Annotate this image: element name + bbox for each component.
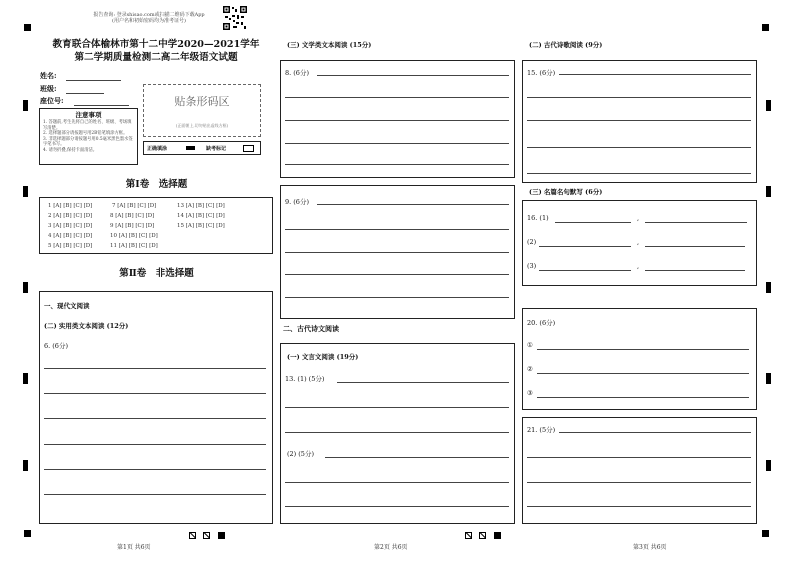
answer-line[interactable]	[285, 120, 509, 121]
page-number: 第1页 共6页	[117, 544, 151, 551]
comma: ,	[637, 238, 640, 246]
notice-item: 3. 非选择题部分请按题号用0.5毫米黑色墨水签字笔书写。	[43, 136, 133, 148]
answer-line[interactable]	[285, 506, 509, 507]
page-number: 第3页 共6页	[633, 544, 667, 551]
answer-line[interactable]	[285, 97, 509, 98]
answer-line[interactable]	[527, 506, 751, 507]
answer-line[interactable]	[527, 147, 751, 148]
answer-line[interactable]	[285, 482, 509, 483]
answer-line[interactable]	[325, 457, 509, 458]
answer-line[interactable]	[537, 373, 749, 374]
answer-line[interactable]	[645, 270, 745, 271]
timing-mark	[766, 186, 771, 197]
timing-mark	[766, 282, 771, 293]
circled-two: ②	[527, 365, 533, 373]
exam-title: 教育联合体榆林市第十二中学2020—2021学年 第二学期质量检测二高二年级语文试题	[52, 39, 260, 63]
choice-row[interactable]: 3 [A] [B] [C] [D]	[48, 223, 93, 229]
corner-mark-tr	[762, 24, 769, 31]
section-heading: (三) 文学类文本阅读 (15分)	[287, 41, 372, 49]
notice-title: 注意事项	[75, 111, 102, 119]
notice-item: 4. 请勿折叠,保持卡面清洁。	[43, 147, 98, 153]
answer-line[interactable]	[559, 432, 751, 433]
answer-line[interactable]	[44, 393, 266, 394]
timing-mark	[766, 460, 771, 471]
page-check-icon	[465, 532, 472, 539]
answer-line[interactable]	[539, 270, 631, 271]
timing-mark	[23, 100, 28, 111]
answer-line[interactable]	[44, 368, 266, 369]
answer-line[interactable]	[645, 246, 745, 247]
answer-line[interactable]	[285, 407, 509, 408]
header-note: 报告查询: 登录shisao.com或扫描二维码下载App (用户名和初始密码均为准考证号)	[93, 12, 205, 24]
choice-row[interactable]: 11 [A] [B] [C] [D]	[110, 243, 158, 249]
section-heading: (二) 古代诗歌阅读 (9分)	[529, 41, 603, 49]
page-check-icon	[203, 532, 210, 539]
q15-box	[522, 60, 757, 183]
qr-code-icon	[222, 5, 248, 31]
choice-row[interactable]: 10 [A] [B] [C] [D]	[110, 233, 158, 239]
name-label: 姓名:	[40, 71, 57, 80]
answer-line[interactable]	[285, 229, 509, 230]
correct-fill-label: 正确填涂	[147, 146, 168, 152]
question-number: 20. (6分)	[527, 319, 556, 327]
answer-line[interactable]	[527, 120, 751, 121]
comma: ,	[637, 214, 640, 222]
corner-mark-tl	[24, 24, 31, 31]
answer-line[interactable]	[555, 222, 631, 223]
choice-row[interactable]: 7 [A] [B] [C] [D]	[112, 203, 157, 209]
answer-line[interactable]	[285, 252, 509, 253]
subsection-heading: (一) 文言文阅读 (19分)	[287, 353, 359, 361]
subsection-heading: (二) 实用类文本阅读 (12分)	[44, 322, 129, 330]
timing-mark	[23, 460, 28, 471]
corner-mark-bl	[24, 530, 31, 537]
answer-line[interactable]	[645, 222, 747, 223]
question-number: 6. (6分)	[44, 342, 68, 350]
answer-line[interactable]	[527, 482, 751, 483]
comma: ,	[637, 262, 640, 270]
choice-row[interactable]: 13 [A] [B] [C] [D]	[177, 203, 225, 209]
answer-line[interactable]	[527, 173, 751, 174]
question-number: (2)	[527, 238, 537, 246]
part2-title: 第Ⅱ卷 非选择题	[119, 268, 194, 279]
answer-line[interactable]	[285, 164, 509, 165]
answer-line[interactable]	[44, 444, 266, 445]
page-check-icon	[189, 532, 196, 539]
barcode-hint: (正面朝上,切勿贴出虚线方框)	[175, 123, 229, 128]
barcode-area	[143, 84, 261, 137]
answer-line[interactable]	[527, 457, 751, 458]
answer-line[interactable]	[337, 382, 509, 383]
seat-field[interactable]	[74, 105, 129, 106]
part1-title: 第Ⅰ卷 选择题	[125, 179, 188, 190]
question-number: 16. (1)	[527, 214, 549, 222]
notice-item: 1. 答题前,考生先将自己的姓名、班级、考场填写清楚。	[43, 120, 132, 131]
absent-mark-checkbox[interactable]	[243, 145, 254, 152]
page-check-icon	[479, 532, 486, 539]
choice-grid	[39, 197, 273, 254]
q21-box	[522, 417, 757, 524]
notice-item: 2. 选择题部分请按题号用2B铅笔填涂方框。	[43, 131, 128, 137]
page-block-icon	[494, 532, 501, 539]
choice-row[interactable]: 8 [A] [B] [C] [D]	[110, 213, 155, 219]
question-number: 13. (1) (5分)	[285, 375, 325, 383]
question-number: 9. (6分)	[285, 198, 309, 206]
seat-label: 座位号:	[40, 96, 64, 105]
absent-mark-label: 缺考标记	[206, 146, 227, 152]
answer-line[interactable]	[285, 432, 509, 433]
answer-line[interactable]	[44, 494, 266, 495]
answer-line[interactable]	[285, 143, 509, 144]
question-number: 15. (6分)	[527, 69, 556, 77]
section-heading: 一、现代文阅读	[44, 302, 90, 310]
answer-line[interactable]	[317, 75, 509, 76]
question-number: (2) (5分)	[287, 450, 314, 458]
timing-mark	[23, 282, 28, 293]
answer-line[interactable]	[44, 469, 266, 470]
section-heading: (三) 名篇名句默写 (6分)	[529, 188, 603, 196]
name-field[interactable]	[66, 80, 121, 81]
answer-line[interactable]	[527, 97, 751, 98]
circled-one: ①	[527, 341, 533, 349]
part2-answer-box	[39, 291, 273, 524]
timing-mark	[766, 100, 771, 111]
choice-row[interactable]: 9 [A] [B] [C] [D]	[110, 223, 155, 229]
answer-line[interactable]	[285, 274, 509, 275]
answer-line[interactable]	[44, 418, 266, 419]
answer-line[interactable]	[559, 74, 751, 75]
correct-fill-sample	[186, 146, 195, 150]
circled-three: ③	[527, 389, 533, 397]
section-heading: 二、古代诗文阅读	[283, 324, 339, 333]
question-number: 21. (5分)	[527, 426, 556, 434]
q20-box	[522, 308, 757, 410]
question-number: (3)	[527, 262, 537, 270]
choice-row[interactable]: 14 [A] [B] [C] [D]	[177, 213, 225, 219]
choice-row[interactable]: 15 [A] [B] [C] [D]	[177, 223, 225, 229]
fill-status-box	[143, 141, 261, 155]
page-block-icon	[218, 532, 225, 539]
class-label: 班级:	[40, 84, 57, 93]
q13-box	[280, 343, 515, 524]
q8-box	[280, 60, 515, 178]
class-field[interactable]	[66, 93, 104, 94]
notice-box	[39, 108, 138, 165]
timing-mark	[23, 186, 28, 197]
timing-mark	[23, 373, 28, 384]
barcode-title: 贴条形码区	[174, 95, 230, 108]
corner-mark-br	[762, 530, 769, 537]
q16-box	[522, 200, 757, 286]
timing-mark	[766, 373, 771, 384]
answer-line[interactable]	[317, 204, 509, 205]
choice-row[interactable]: 1 [A] [B] [C] [D]	[48, 203, 93, 209]
answer-line[interactable]	[285, 297, 509, 298]
page-number: 第2页 共6页	[374, 544, 408, 551]
answer-line[interactable]	[537, 397, 749, 398]
choice-row[interactable]: 4 [A] [B] [C] [D]	[48, 233, 93, 239]
answer-line[interactable]	[537, 349, 749, 350]
question-number: 8. (6分)	[285, 69, 309, 77]
q9-box	[280, 185, 515, 319]
choice-row[interactable]: 5 [A] [B] [C] [D]	[48, 243, 93, 249]
answer-line[interactable]	[539, 246, 631, 247]
choice-row[interactable]: 2 [A] [B] [C] [D]	[48, 213, 93, 219]
